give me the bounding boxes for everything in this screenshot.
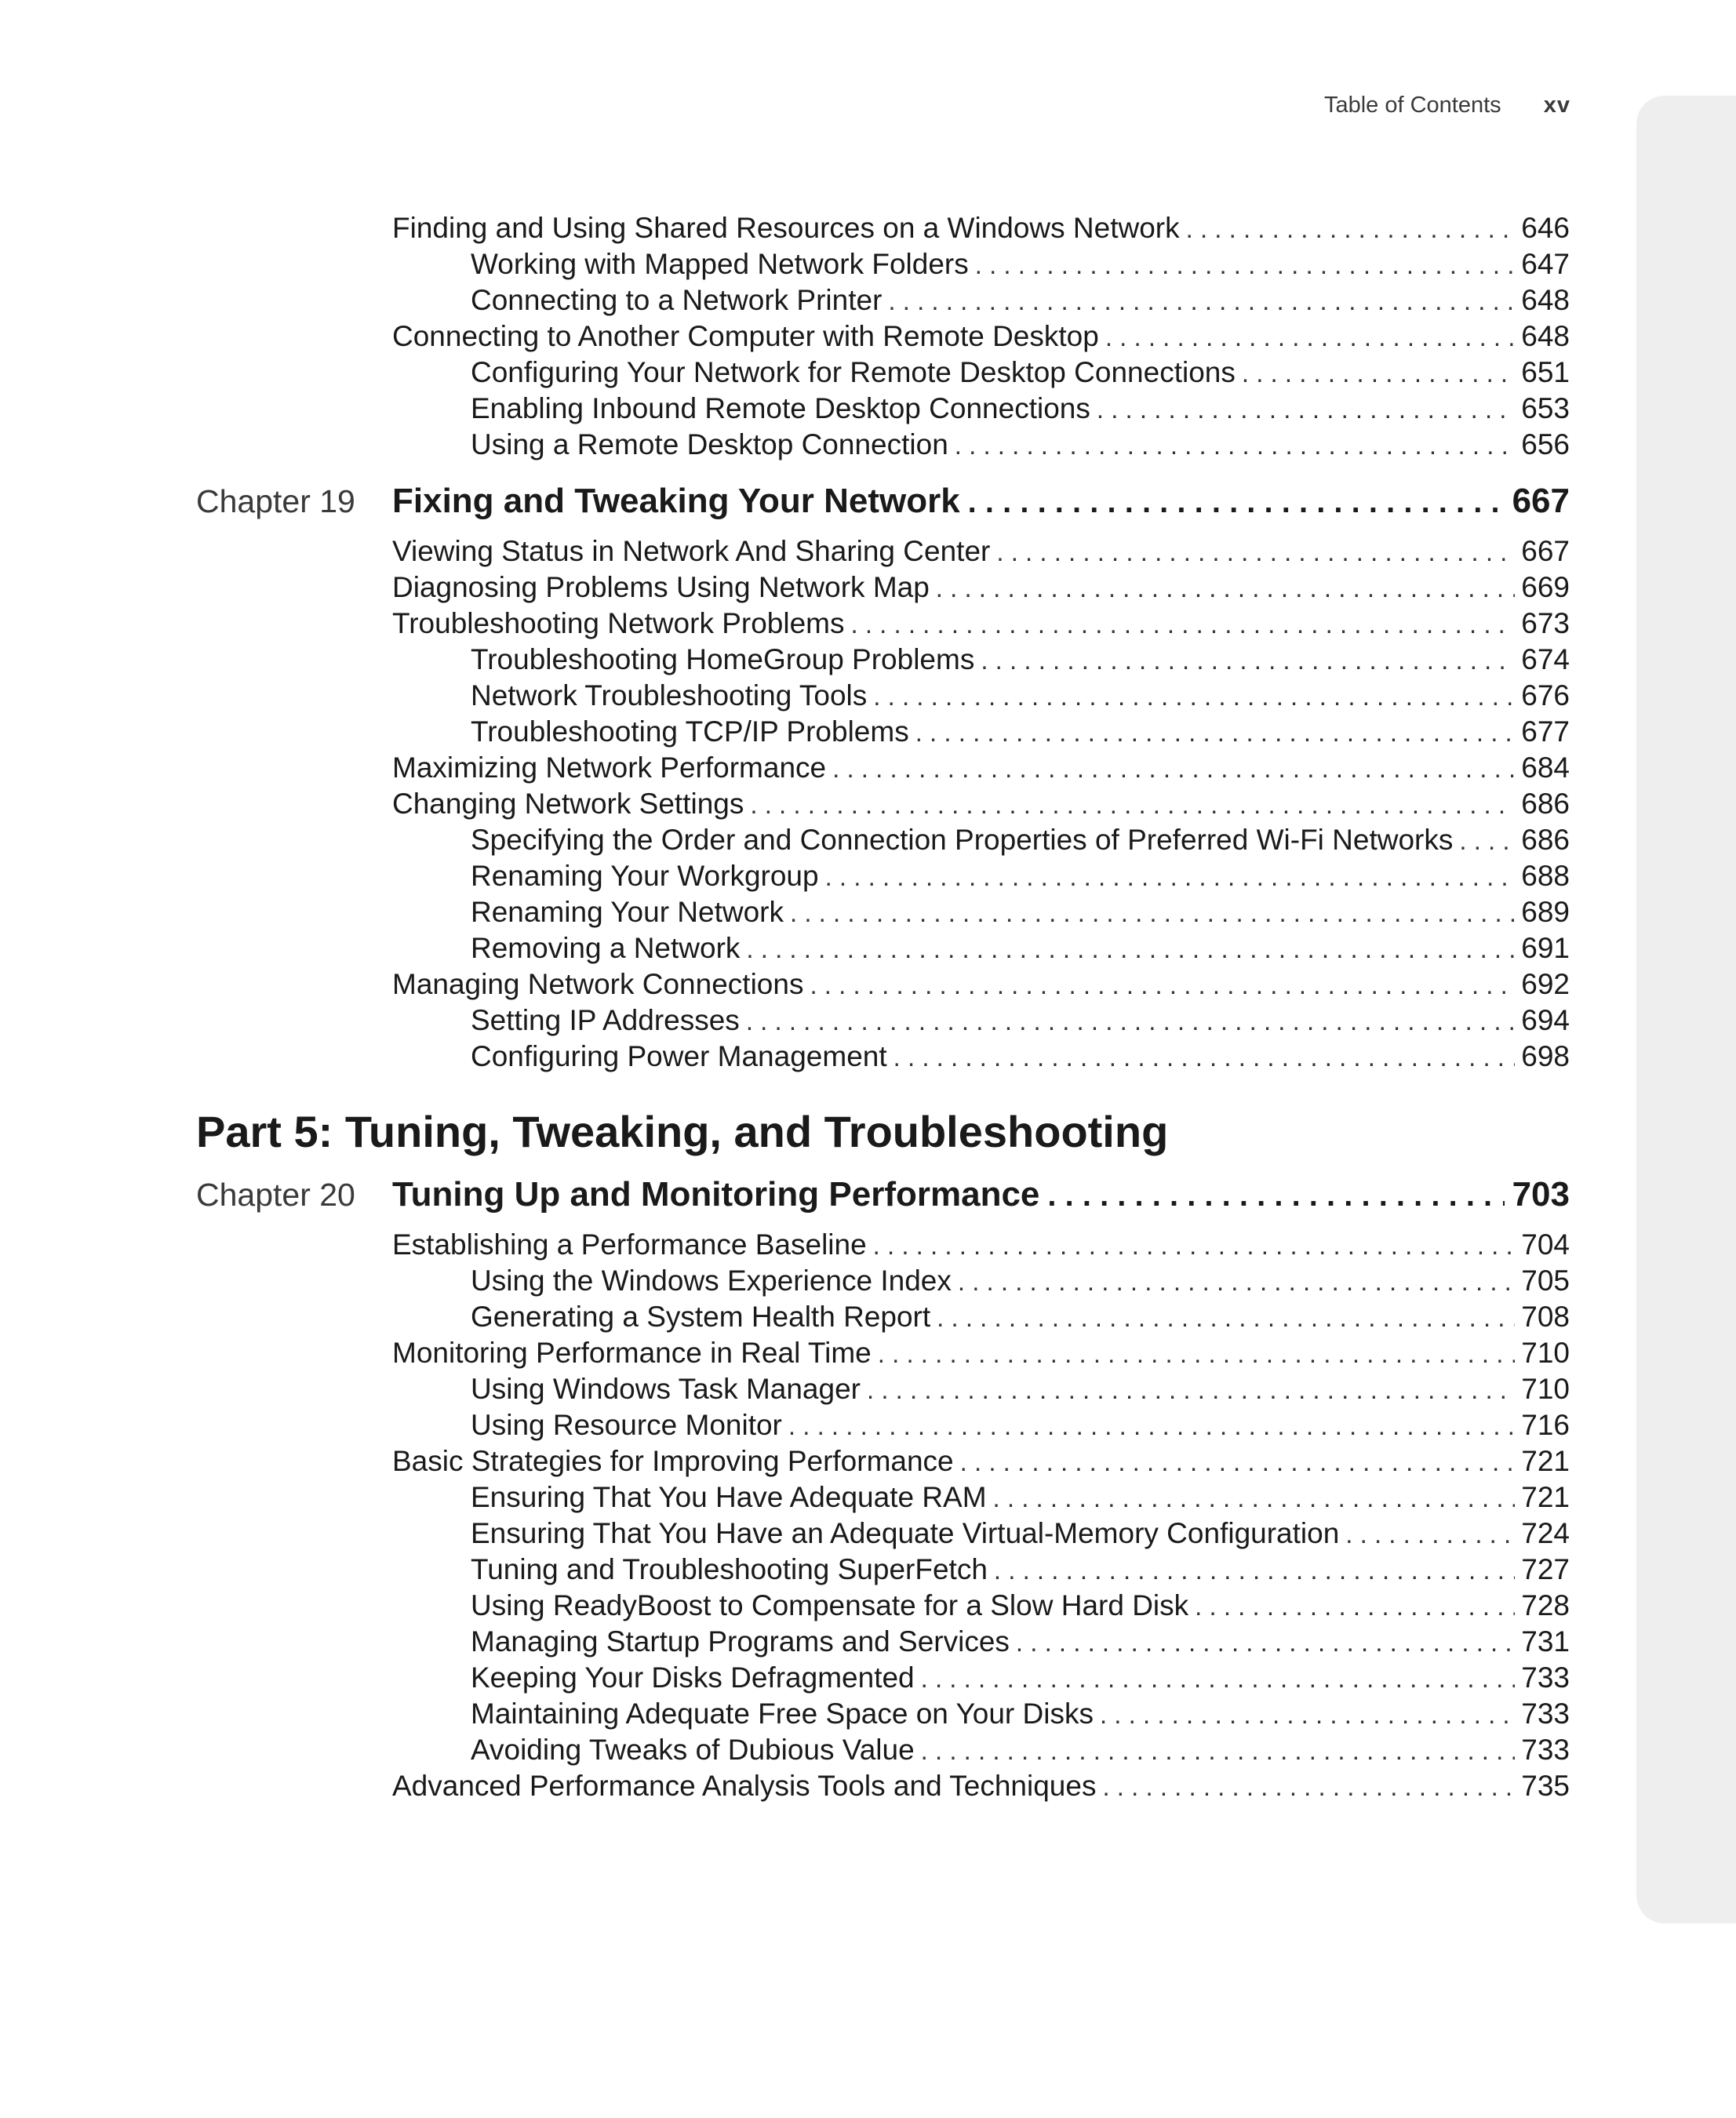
dot-leader (746, 1003, 1515, 1039)
toc-entry-title: Managing Startup Programs and Services (471, 1625, 1010, 1658)
toc-entry-page: 710 (1521, 1373, 1570, 1405)
toc-entry-title: Connecting to a Network Printer (471, 284, 883, 316)
toc-entry[interactable] (392, 570, 1570, 606)
dot-leader (981, 642, 1515, 679)
toc-entry[interactable] (471, 1407, 1570, 1443)
toc-entry[interactable] (471, 1660, 1570, 1696)
toc-entry-title: Configuring Your Network for Remote Desktop Connections (471, 356, 1236, 388)
toc-entry-page: 669 (1521, 571, 1570, 603)
toc-entry-page: 721 (1521, 1445, 1570, 1477)
toc-entry[interactable] (471, 894, 1570, 930)
toc-entry-title: Generating a System Health Report (471, 1301, 931, 1333)
dot-leader (1242, 355, 1515, 391)
toc-entry-title: Advanced Performance Analysis Tools and Techniques (392, 1770, 1097, 1802)
running-head (1324, 93, 1570, 118)
toc-entry[interactable] (471, 1479, 1570, 1516)
toc-entry-page: 728 (1521, 1589, 1570, 1621)
toc-entry-page: 721 (1521, 1481, 1570, 1513)
toc-entry[interactable] (392, 1335, 1570, 1371)
toc-entry[interactable] (392, 966, 1570, 1003)
toc-entry-page: 647 (1521, 248, 1570, 280)
toc-entry[interactable] (471, 1516, 1570, 1552)
toc-entry[interactable] (392, 606, 1570, 642)
toc-entry-page: 733 (1521, 1698, 1570, 1730)
toc-entry-title: Basic Strategies for Improving Performance (392, 1445, 954, 1477)
chapter-page: 703 (1512, 1175, 1570, 1214)
toc-entry-title: Specifying the Order and Connection Properties of Preferred Wi-Fi Networks (471, 824, 1454, 856)
dot-leader (1102, 1769, 1515, 1805)
toc-entry[interactable] (471, 1624, 1570, 1660)
chapter-20-heading[interactable] (196, 1175, 1570, 1219)
toc-entry[interactable] (392, 318, 1570, 355)
toc-entry[interactable] (392, 786, 1570, 822)
dot-leader (996, 534, 1515, 570)
chapter-title: Tuning Up and Monitoring Performance (392, 1175, 1040, 1214)
toc-entry[interactable] (392, 210, 1570, 246)
toc-entry[interactable] (471, 1003, 1570, 1039)
dot-leader (1459, 823, 1515, 859)
toc-entry-page: 688 (1521, 860, 1570, 892)
dot-leader (873, 1228, 1516, 1264)
toc-entry-page: 651 (1521, 356, 1570, 388)
toc-entry-page: 653 (1521, 392, 1570, 424)
toc-entry-page: 656 (1521, 428, 1570, 460)
dot-leader (960, 1444, 1516, 1480)
toc-entry-title: Removing a Network (471, 932, 741, 964)
toc-entry[interactable] (471, 1371, 1570, 1407)
toc-entry-page: 686 (1521, 824, 1570, 856)
toc-entry-title: Troubleshooting Network Problems (392, 607, 845, 639)
toc-entry-title: Using the Windows Experience Index (471, 1265, 952, 1297)
toc-entry-title: Ensuring That You Have an Adequate Virtual-Memory Configuration (471, 1517, 1340, 1549)
toc-entry-title: Connecting to Another Computer with Remote Desktop (392, 320, 1099, 352)
chapter-page: 667 (1512, 482, 1570, 520)
dot-leader (825, 859, 1516, 895)
toc-entry[interactable] (471, 1299, 1570, 1335)
toc-entry-page: 691 (1521, 932, 1570, 964)
dot-leader (1097, 391, 1515, 428)
toc-entry[interactable] (392, 1227, 1570, 1263)
toc-entry-title: Tuning and Troubleshooting SuperFetch (471, 1553, 988, 1585)
toc-entry[interactable] (471, 1588, 1570, 1624)
toc-entry[interactable] (471, 427, 1570, 463)
toc-entry-title: Managing Network Connections (392, 968, 804, 1000)
dot-leader (810, 967, 1515, 1003)
toc-entry-page: 705 (1521, 1265, 1570, 1297)
toc-entry-page: 704 (1521, 1228, 1570, 1261)
toc-entry-title: Avoiding Tweaks of Dubious Value (471, 1734, 915, 1766)
toc-entry-page: 677 (1521, 715, 1570, 748)
dot-leader (936, 570, 1515, 606)
dot-leader (790, 895, 1515, 931)
toc-entry-page: 676 (1521, 679, 1570, 711)
chapter-title: Fixing and Tweaking Your Network (392, 482, 960, 520)
toc-entry-page: 708 (1521, 1301, 1570, 1333)
dot-leader (1186, 211, 1516, 247)
toc-entry[interactable] (471, 642, 1570, 678)
running-head-page-number: xv (1543, 93, 1570, 118)
toc-entry[interactable] (392, 750, 1570, 786)
toc-entry[interactable] (471, 1263, 1570, 1299)
toc-entry-title: Enabling Inbound Remote Desktop Connections (471, 392, 1090, 424)
toc-entry-title: Working with Mapped Network Folders (471, 248, 969, 280)
toc-entry-title: Using a Remote Desktop Connection (471, 428, 948, 460)
toc-entry[interactable] (471, 1732, 1570, 1768)
toc-entry-page: 648 (1521, 284, 1570, 316)
chapter-19-heading[interactable] (196, 482, 1570, 526)
toc-entry-title: Maintaining Adequate Free Space on Your Disks (471, 1698, 1094, 1730)
toc-entry[interactable] (471, 858, 1570, 894)
dot-leader (1100, 1697, 1515, 1733)
toc-entry-page: 686 (1521, 788, 1570, 820)
dot-leader (893, 1039, 1516, 1075)
toc-entry[interactable] (392, 533, 1570, 570)
dot-leader (955, 428, 1516, 464)
toc-entry[interactable] (471, 714, 1570, 750)
toc-entry[interactable] (471, 1696, 1570, 1732)
toc-entry-page: 710 (1521, 1337, 1570, 1369)
dot-leader (921, 1661, 1516, 1697)
toc-entry[interactable] (392, 1768, 1570, 1804)
part-heading: Part 5: Tuning, Tweaking, and Troubleshooting (196, 1107, 1169, 1156)
toc-entry-title: Renaming Your Workgroup (471, 860, 819, 892)
toc-entry-title: Viewing Status in Network And Sharing Center (392, 535, 991, 567)
toc-entry-title: Using Resource Monitor (471, 1409, 782, 1441)
toc-entry-page: 689 (1521, 896, 1570, 928)
toc-entry-page: 698 (1521, 1040, 1570, 1072)
toc-entry-title: Ensuring That You Have Adequate RAM (471, 1481, 987, 1513)
dot-leader (1195, 1588, 1515, 1625)
dot-leader (1047, 1178, 1504, 1214)
running-head-title: Table of Contents (1323, 93, 1501, 118)
toc-entry-page: 667 (1521, 535, 1570, 567)
toc-entry[interactable] (392, 1443, 1570, 1479)
toc-entry-page: 727 (1521, 1553, 1570, 1585)
toc-entry[interactable] (471, 282, 1570, 318)
toc-entry-title: Diagnosing Problems Using Network Map (392, 571, 930, 603)
dot-leader (888, 283, 1515, 319)
toc-entry-page: 673 (1521, 607, 1570, 639)
toc-entry-page: 694 (1521, 1004, 1570, 1036)
toc-entry-page: 716 (1521, 1409, 1570, 1441)
toc-entry-page: 733 (1521, 1661, 1570, 1694)
dot-leader (993, 1480, 1516, 1516)
dot-leader (750, 787, 1515, 823)
dot-leader (1345, 1516, 1515, 1552)
toc-entry-title: Maximizing Network Performance (392, 751, 827, 784)
dot-leader (873, 679, 1515, 715)
dot-leader (878, 1336, 1516, 1372)
toc-entry-title: Changing Network Settings (392, 788, 744, 820)
toc-entry-title: Using Windows Task Manager (471, 1373, 861, 1405)
dot-leader (1105, 319, 1515, 355)
toc-entry[interactable] (471, 822, 1570, 858)
toc-entry-title: Monitoring Performance in Real Time (392, 1337, 872, 1369)
toc-entry-title: Keeping Your Disks Defragmented (471, 1661, 915, 1694)
toc-entry-title: Network Troubleshooting Tools (471, 679, 868, 711)
toc-entry-title: Troubleshooting TCP/IP Problems (471, 715, 909, 748)
toc-entry[interactable] (471, 246, 1570, 282)
dot-leader (921, 1733, 1516, 1769)
toc-entry-page: 724 (1521, 1517, 1570, 1549)
dot-leader (1016, 1625, 1515, 1661)
side-thumb-tab (1636, 96, 1736, 1923)
toc-entry-page: 648 (1521, 320, 1570, 352)
toc-entry[interactable] (471, 930, 1570, 966)
toc-entry-page: 646 (1521, 212, 1570, 244)
toc-entry-page: 684 (1521, 751, 1570, 784)
toc-entry-page: 731 (1521, 1625, 1570, 1658)
dot-leader (788, 1408, 1515, 1444)
toc-entry-title: Configuring Power Management (471, 1040, 887, 1072)
toc-entry-title: Establishing a Performance Baseline (392, 1228, 867, 1261)
dot-leader (968, 485, 1505, 520)
chapter-label: Chapter 19 (196, 483, 355, 519)
toc-entry-title: Setting IP Addresses (471, 1004, 740, 1036)
toc-entry[interactable] (471, 678, 1570, 714)
toc-entry[interactable] (471, 391, 1570, 427)
toc-entry-page: 674 (1521, 643, 1570, 675)
toc-entry-title: Troubleshooting HomeGroup Problems (471, 643, 975, 675)
toc-entry[interactable] (471, 355, 1570, 391)
dot-leader (832, 751, 1515, 787)
toc-entry-page: 692 (1521, 968, 1570, 1000)
dot-leader (746, 931, 1515, 967)
toc-entry-title: Renaming Your Network (471, 896, 784, 928)
dot-leader (867, 1372, 1515, 1408)
dot-leader (937, 1300, 1515, 1336)
dot-leader (994, 1552, 1515, 1588)
dot-leader (915, 715, 1516, 751)
dot-leader (975, 247, 1516, 283)
toc-entry-page: 735 (1521, 1770, 1570, 1802)
toc-entry-title: Finding and Using Shared Resources on a Windows Network (392, 212, 1180, 244)
toc-entry[interactable] (471, 1039, 1570, 1075)
toc-entry[interactable] (471, 1552, 1570, 1588)
dot-leader (958, 1264, 1515, 1300)
toc-entry-title: Using ReadyBoost to Compensate for a Slow Hard Disk (471, 1589, 1189, 1621)
toc-entry-page: 733 (1521, 1734, 1570, 1766)
chapter-label: Chapter 20 (196, 1177, 355, 1213)
dot-leader (851, 606, 1516, 642)
